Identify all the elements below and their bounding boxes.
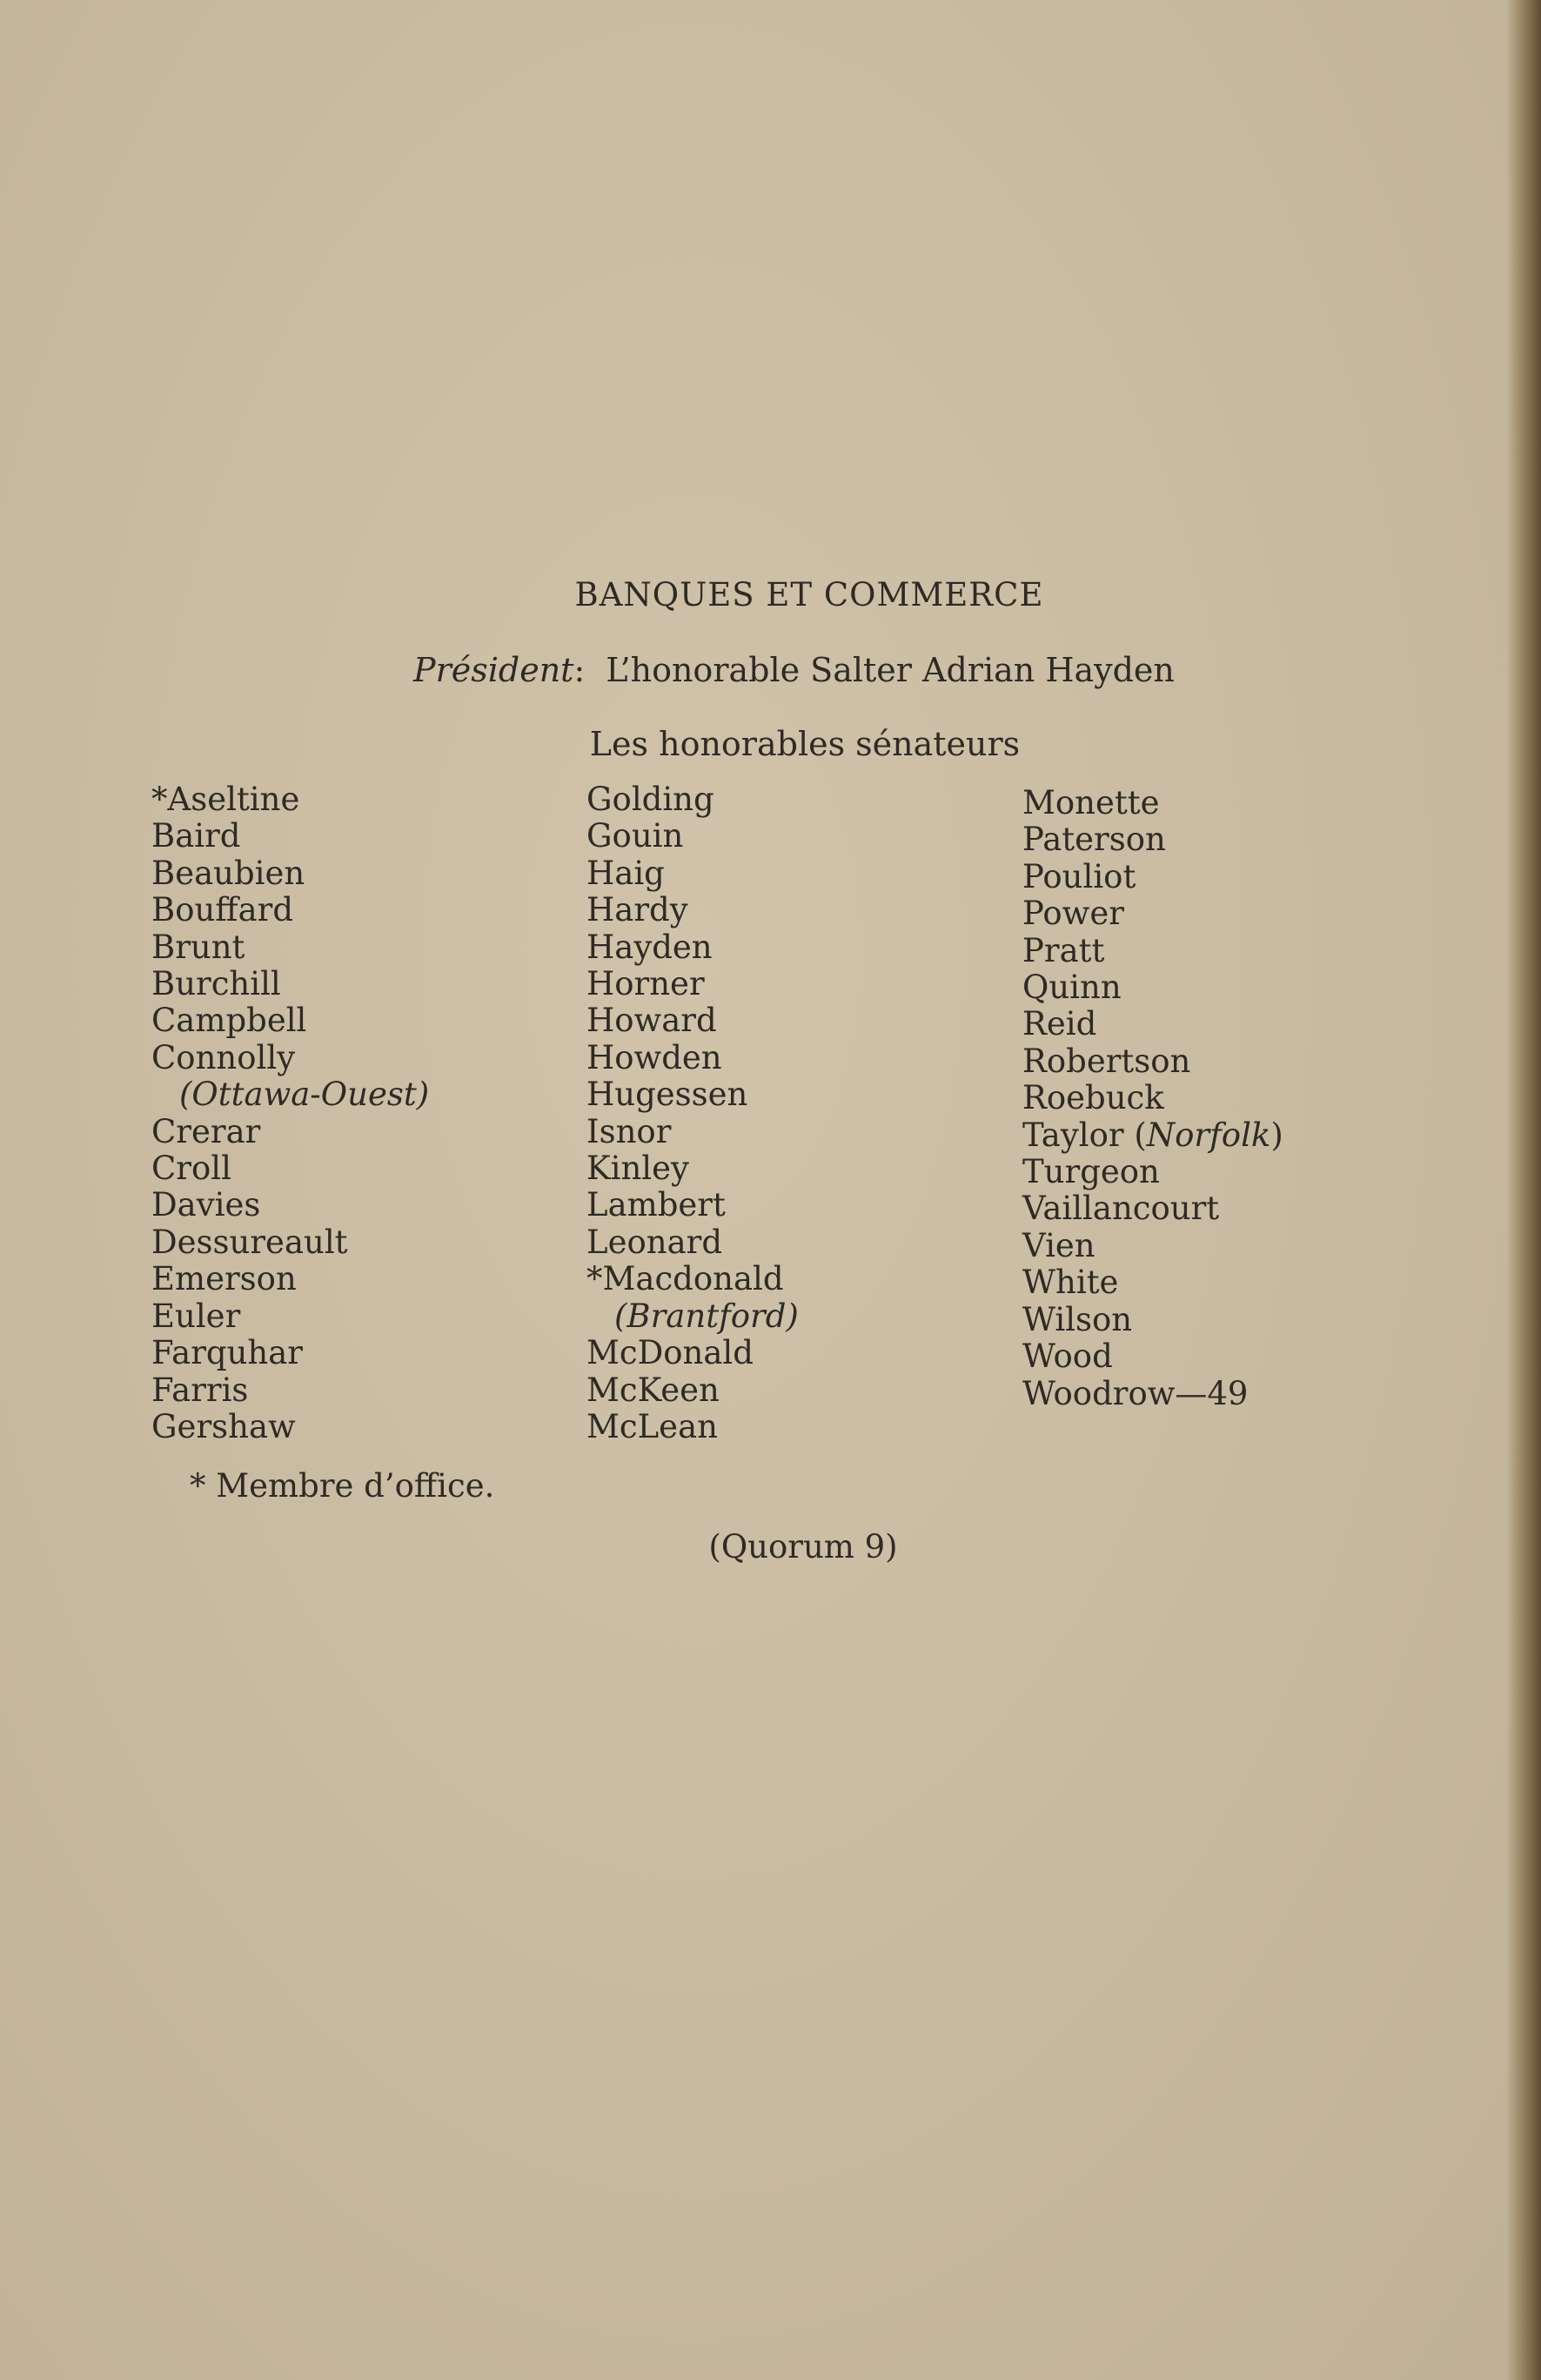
senator-name: Kinley	[586, 1150, 689, 1188]
senator-name: Emerson	[151, 1260, 297, 1298]
footnote-ex-officio: * Membre d’office.	[190, 1467, 495, 1505]
president-line	[413, 651, 1175, 689]
senator-name: Quinn	[1022, 969, 1122, 1007]
page-binding-edge	[1506, 0, 1541, 2380]
senator-name	[1022, 1117, 1283, 1154]
senator-riding-close: )	[1270, 1116, 1283, 1154]
senator-name: Beaubien	[151, 854, 305, 892]
president-label: Président	[413, 651, 574, 689]
senator-name: Wood	[1022, 1337, 1113, 1376]
senator-name: Dessureault	[151, 1223, 348, 1261]
senator-name: Crerar	[151, 1112, 261, 1150]
senator-riding: (Ottawa-Ouest)	[179, 1076, 430, 1114]
senator-name: Pratt	[1022, 931, 1105, 969]
senator-name: Croll	[151, 1150, 231, 1188]
senator-name: Davies	[151, 1186, 261, 1224]
senator-name: Hardy	[586, 891, 688, 929]
senator-name: Wilson	[1022, 1300, 1133, 1338]
senator-name: Roebuck	[1022, 1079, 1164, 1117]
senator-name: Lambert	[586, 1186, 726, 1224]
senator-name: Connolly	[151, 1038, 296, 1076]
senator-name: McDonald	[586, 1334, 754, 1372]
senator-column-3	[1022, 785, 1283, 1412]
senator-name: Campbell	[151, 1002, 307, 1040]
senator-name: Bouffard	[151, 891, 294, 929]
senator-name: McKeen	[586, 1371, 720, 1409]
senators-heading: Les honorables sénateurs	[589, 725, 1021, 763]
senator-name: Leonard	[586, 1223, 723, 1261]
committee-title: BANQUES ET COMMERCE	[574, 576, 1044, 613]
senator-name: Brunt	[151, 928, 245, 966]
president-colon: :	[573, 651, 606, 689]
senator-name: Hayden	[586, 928, 713, 966]
senator-name: Paterson	[1022, 821, 1166, 859]
senator-name: Howard	[586, 1002, 717, 1040]
senator-name: Vaillancourt	[1022, 1190, 1220, 1228]
senator-name: White	[1022, 1264, 1119, 1302]
senator-name: Woodrow—49	[1022, 1374, 1249, 1412]
senator-surname: Taylor (	[1022, 1116, 1147, 1154]
senator-name: Burchill	[151, 965, 281, 1003]
senator-riding: (Brantford)	[614, 1297, 799, 1335]
senator-name: Haig	[586, 854, 665, 892]
senator-column-1	[151, 781, 429, 1445]
senator-name: Power	[1022, 895, 1124, 933]
senator-name: Howden	[586, 1038, 722, 1076]
senator-name: Golding	[586, 781, 714, 818]
president-name: L’honorable Salter Adrian Hayden	[606, 651, 1175, 689]
senator-column-2	[586, 781, 799, 1445]
senator-name: Hugessen	[586, 1076, 748, 1114]
senator-name: *Macdonald	[586, 1260, 784, 1298]
senator-name: Isnor	[586, 1112, 672, 1150]
senator-name: Monette	[1022, 784, 1160, 821]
senator-name: Vien	[1022, 1226, 1095, 1264]
senator-name: Pouliot	[1022, 857, 1136, 895]
senator-name: Farris	[151, 1371, 249, 1409]
senator-name: Gershaw	[151, 1407, 296, 1445]
senator-name: *Aseltine	[151, 781, 300, 818]
quorum-note: (Quorum 9)	[708, 1528, 898, 1565]
senator-name: Reid	[1022, 1005, 1097, 1043]
senator-name: Gouin	[586, 817, 684, 855]
senator-name: Baird	[151, 817, 241, 855]
senator-name: Turgeon	[1022, 1153, 1160, 1191]
senator-name: Robertson	[1022, 1042, 1191, 1080]
senator-name: Horner	[586, 965, 705, 1003]
senator-name: McLean	[586, 1407, 718, 1445]
senator-name: Euler	[151, 1297, 241, 1335]
senator-name: Farquhar	[151, 1334, 303, 1372]
senator-riding: Norfolk	[1146, 1116, 1271, 1154]
